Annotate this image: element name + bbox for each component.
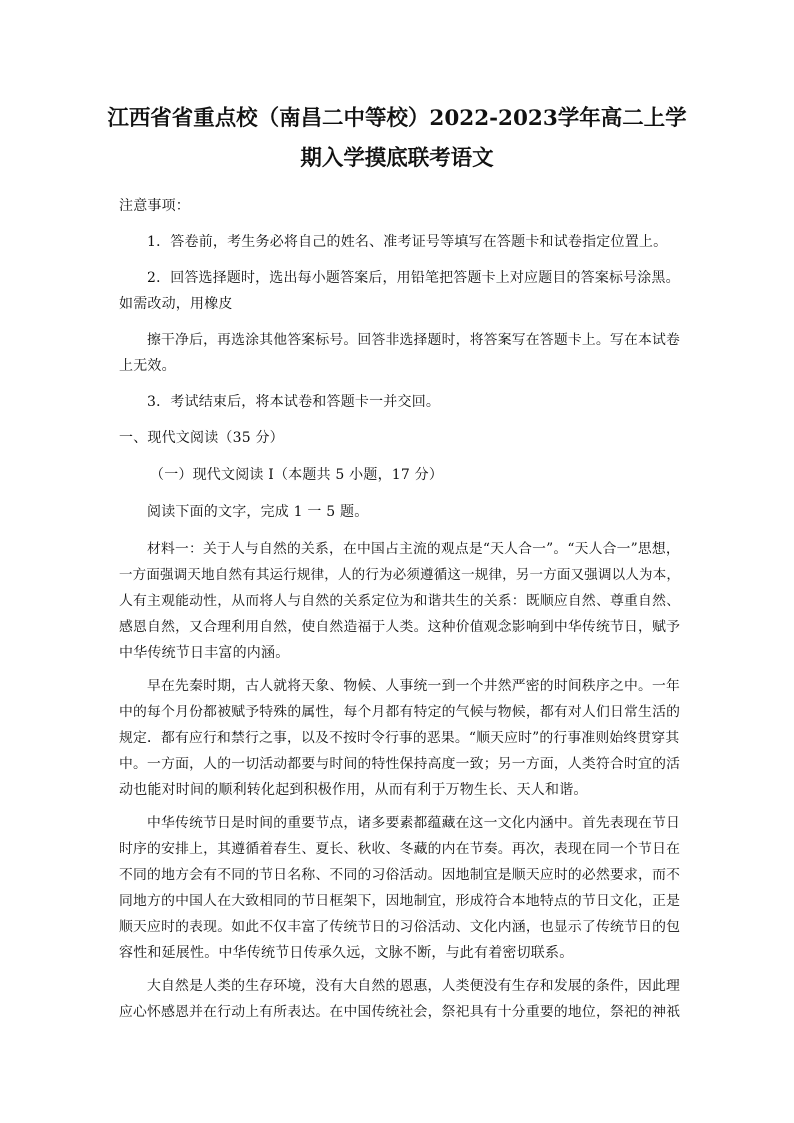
notice-item-2b: 擦干净后，再选涂其他答案标号。回答非选择题时，将答案写在答题卡上。写在本试卷: [147, 332, 681, 348]
subsection-heading: （一）现代文阅读 I（本题共 5 小题，17 分）: [150, 467, 444, 483]
notice-item-3: 3．考试结束后，将本试卷和答题卡一并交回。: [147, 394, 441, 410]
paragraph-1-line: 感恩自然，又合理利用自然，使自然造福于人类。这种价值观念影响到中华传统节日，赋予: [119, 619, 681, 635]
paragraph-2-line: 中的每个月份都被赋予特殊的属性，每个月都有特定的气候与物候，都有对人们日常生活的: [119, 704, 681, 720]
paragraph-1-line: 人有主观能动性，从而将人与自然的关系定位为和谐共生的关系：既顺应自然、尊重自然、: [119, 593, 681, 609]
paragraph-3-line: 时序的安排上，其遵循着春生、夏长、秋收、冬藏的内在节奏。再次，表现在同一个节日在: [119, 841, 681, 857]
paragraph-2-line: 规定．都有应行和禁行之事，以及不按时令行事的恶果。“顺天应时”的行事准则始终贯穿其: [119, 730, 680, 746]
paragraph-1-line: 材料一：关于人与自然的关系，在中国占主流的观点是“天人合一”。“天人合一”思想，: [147, 541, 680, 557]
paragraph-4-line: 应心怀感恩并在行动上有所表达。在中国传统社会，祭祀具有十分重要的地位，祭祀的神祇: [119, 1004, 681, 1020]
paragraph-3-line: 同地方的中国人在大致相同的节日框架下，因地制宜，形成符合本地特点的节日文化，正是: [119, 893, 681, 909]
notice-item-2: 2．回答选择题时，选出每小题答案后，用铅笔把答题卡上对应题目的答案标号涂黑。: [147, 270, 680, 286]
section-heading: 一、现代文阅读（35 分）: [119, 430, 284, 446]
notice-heading: 注意事项：: [119, 198, 190, 214]
reading-instruction: 阅读下面的文字，完成 1 一 5 题。: [147, 504, 369, 520]
notice-item-1: 1．答卷前，考生务必将自己的姓名、准考证号等填写在答题卡和试卷指定位置上。: [147, 234, 668, 250]
paragraph-4-line: 大自然是人类的生存环境，没有大自然的恩惠，人类便没有生存和发展的条件，因此理: [147, 978, 681, 994]
document-title-line-1: 江西省省重点校（南昌二中等校）2022-2023学年高二上学: [107, 106, 687, 131]
paragraph-2-line: 动也能对时间的顺利转化起到积极作用，从而有利于万物生长、天人和谐。: [119, 782, 588, 798]
paragraph-3-line: 不同的地方会有不同的节日名称、不同的习俗活动。因地制宜是顺天应时的必然要求，而不: [119, 867, 681, 883]
paragraph-2-line: 早在先秦时期，古人就将天象、物候、人事统一到一个井然严密的时间秩序之中。一年: [147, 678, 681, 694]
paragraph-3-line: 容性和延展性。中华传统节日传承久远，文脉不断，与此有着密切联系。: [119, 945, 574, 961]
paragraph-1-line: 中华传统节日丰富的内涵。: [119, 645, 290, 661]
paragraph-3-line: 中华传统节日是时间的重要节点，诸多要素都蕴藏在这一文化内涵中。首先表现在节日: [147, 815, 681, 831]
paragraph-1-line: 一方面强调天地自然有其运行规律，人的行为必须遵循这一规律，另一方面又强调以人为本，: [119, 567, 681, 583]
notice-item-2b-cont: 上无效。: [119, 358, 176, 374]
paragraph-2-line: 中。一方面，人的一切活动都要与时间的特性保持高度一致；另一方面，人类符合时宜的活: [119, 756, 681, 772]
document-title-line-2: 期入学摸底联考语文: [300, 146, 494, 171]
notice-item-2-cont: 如需改动，用橡皮: [119, 296, 233, 312]
paragraph-3-line: 顺天应时的表现。如此不仅丰富了传统节日的习俗活动、文化内涵，也显示了传统节日的包: [119, 919, 681, 935]
